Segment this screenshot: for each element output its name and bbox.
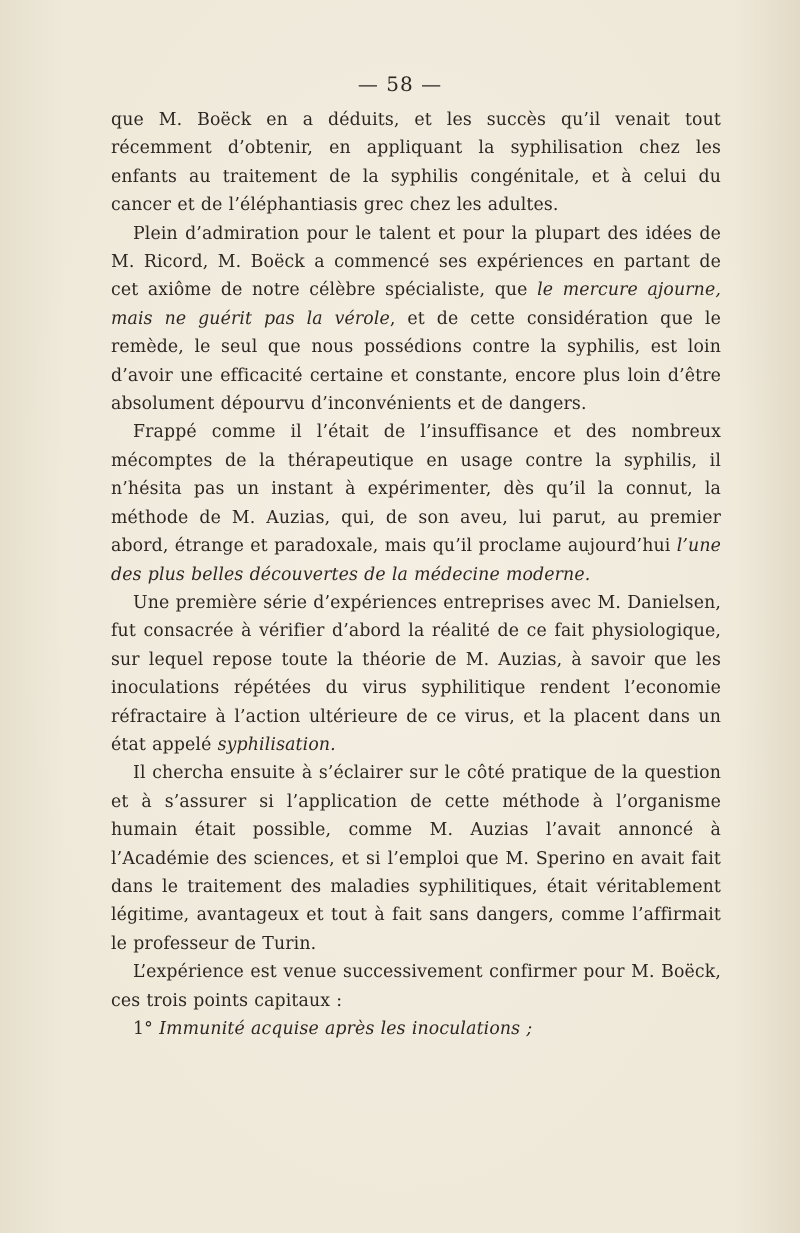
italic-text: Immunité acquise après les inoculations ; [159,1019,533,1039]
paragraph-p2 [111,220,721,419]
paragraph-text: L’expérience est venue successivement confirmer pour M. Boëck, ces trois points capitaux : [111,962,721,1011]
paragraph-text: Une première série d’expériences entreprises avec M. Danielsen, fut consacrée à vérifier d’abord la réalité de ce fait physiologique, sur lequel repose toute la théorie de M. Auzias, à savoir que les inoculations répétées du virus syphilitique rendent l’economie réfractaire à l’action ultérieure de ce virus, et la placent dans un état appelé [111,592,721,755]
paragraph-p1 [111,106,721,220]
paragraph-p6 [111,958,721,1015]
paragraph-text: 1° [133,1019,160,1039]
italic-text: l’une des plus belles découvertes de la médecine moderne. [111,536,721,585]
paragraph-text: Il chercha ensuite à s’éclairer sur le côté pratique de la question et à s’assurer si l’application de cette méthode à l’organisme humain était possible, comme M. Auzias l’avait annoncé à l’Académie des sciences, et si l’emploi que M. Sperino en avait fait dans le traitement des maladies syphilitiques, était véritablement légitime, avantageux et tout à fait sans dangers, comme l’affirmait le professeur de Turin. [111,763,721,954]
paragraph-p5 [111,759,721,958]
paragraph-p3 [111,418,721,588]
paragraph-p4 [111,589,721,759]
paragraph-text: , et de cette considération que le remède, le seul que nous possédions contre la syphilis, est loin d’avoir une efficacité certaine et constante, encore plus loin d’être absolument dépourvu d’inconvénients et de dangers. [111,308,721,415]
italic-text: le mercure ajourne, mais ne guérit pas la vérole [111,280,721,329]
paragraph-text: Plein d’admiration pour le talent et pour la plupart des idées de M. Ricord, M. Boëck a commencé ses expériences en partant de cet axiôme de notre célèbre spécialiste, que [111,223,721,301]
page-body [111,106,721,1043]
paragraph-text: que M. Boëck en a déduits, et les succès qu’il venait tout récemment d’obtenir, en appliquant la syphilisation chez les enfants au traitement de la syphilis congénitale, et à celui du cancer et de l’éléphantiasis grec chez les adultes. [111,110,721,216]
italic-text: syphilisation. [217,734,336,755]
page-number: — 58 — [357,72,443,96]
paragraph-p7 [111,1015,721,1043]
paragraph-text: Frappé comme il l’était de l’insuffisance et des nombreux mécomptes de la thérapeutique en usage contre la syphilis, il n’hésita pas un instant à expérimenter, dès qu’il la connut, la méthode de M. Auzias, qui, de son aveu, lui parut, au premier abord, étrange et paradoxale, mais qu’il proclame aujourd’hui [111,422,721,557]
